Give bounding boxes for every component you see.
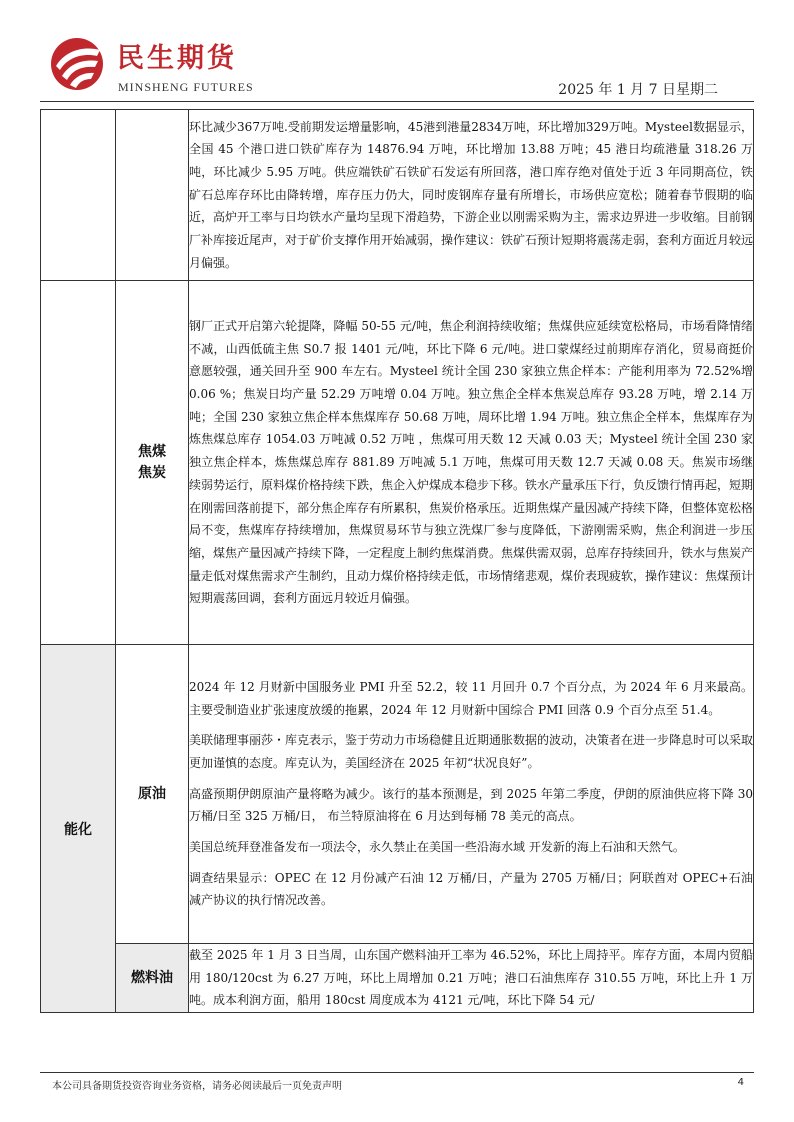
sector-label-energy-chem: 能化 (41, 645, 116, 1013)
page-number: 4 (737, 1077, 744, 1088)
page-header (0, 0, 794, 105)
sector-cell-blank-2 (41, 281, 116, 645)
commodity-label-fuel-oil: 燃料油 (116, 944, 189, 1013)
coking-commentary (189, 281, 754, 645)
table-row-iron-ore (41, 110, 754, 281)
footer-disclaimer: 本公司具备期货投资咨询业务资格，请务必阅读最后一页免责声明 (52, 1081, 342, 1092)
table-row-fuel-oil (41, 944, 754, 1013)
fuel-oil-commentary (189, 944, 754, 1013)
footer-divider (40, 1072, 754, 1073)
coking-text: 钢厂正式开启第六轮提降，降幅 50-55 元/吨，焦企利润持续收缩；焦煤供应延续宽松格局，市场看降情绪不减，山西低硫主焦 S0.7 报 1401 元/吨，环比下降 6 元/吨。进口蒙煤经过前期库存消化，贸易商挺价意愿较强，通关回升至 900 车左右。Mysteel 统计全国 230 家独立焦企样本：产能利用率为 72.52%增 0.06 %；焦炭日均产量 52.29 万吨增 0.04 万吨。独立焦企全样本焦炭总库存 93.28 万吨，增 2.14 万吨；全国 230 家独立焦企样本焦煤库存 50.68 万吨，周环比增 1.94 万吨。独立焦企全样本，焦煤库存为炼焦煤总库存 1054.03 万吨减 0.52 万吨 ，焦煤可用天数 12 天减 0.03 天；Mysteel 统计全国 230 家独立焦企样本，炼焦煤总库存 881.89 万吨减 5.1 万吨，焦煤可用天数 12.7 天减 0.08 天。焦炭市场继续弱势运行，原料煤价格持续下跌，焦企入炉煤成本稳步下移。铁水产量承压下行，负反馈行情再起，短期在刚需回落前提下，部分焦企库存有所累积，焦炭价格承压。近期焦煤产量因减产持续下降，但整体宽松格局不变，焦煤库存持续增加，焦煤贸易环节与独立洗煤厂参与度降低，下游刚需采购，焦企利润进一步压缩，煤焦产量因减产持续下降，一定程度上制约焦煤消费。焦煤供需双弱，总库存持续回升，铁水与焦炭产量走低对煤焦需求产生制约，且动力煤价格持续走低，市场情绪悲观，煤价表现疲软，操作建议：焦煤预计短期震荡回调，套利方面远月较近月偏强。 (189, 318, 754, 606)
crude-paragraph: 美国总统拜登准备发布一项法令，永久禁止在美国一些沿海水域 开发新的海上石油和天然气。 (189, 840, 685, 855)
crude-paragraph: 2024 年 12 月财新中国服务业 PMI 升至 52.2，较 11 月回升 0.7 个百分点，为 2024 年 6 月来最高。主要受制造业扩张速度放缓的拖累，2024 年 12 月财新中国综合 PMI 回落 0.9 个百分点至 51.4。 (189, 679, 753, 717)
label-coke: 焦炭 (138, 464, 166, 481)
iron-ore-commentary (189, 110, 754, 281)
commodity-label-coking (116, 281, 189, 645)
brand-name: 民生期货 (117, 43, 237, 74)
table-row-coking (41, 281, 754, 645)
report-date: 2025 年 1 月 7 日星期二 (558, 82, 718, 98)
label-coking-coal: 焦煤 (138, 443, 166, 460)
sector-cell-blank (41, 110, 116, 281)
header-divider (40, 101, 754, 102)
commodity-table (40, 109, 754, 1013)
minsheng-logo-icon (50, 36, 104, 92)
crude-commentary (189, 645, 754, 944)
brand-name-en: MINSHENG FUTURES (118, 80, 254, 94)
table-row-crude (41, 645, 754, 944)
commodity-cell-blank (116, 110, 189, 281)
fuel-oil-text: 截至 2025 年 1 月 3 日当周，山东国产燃料油开工率为 46.52%，环比上周持平。库存方面，本周内贸船用 180/120cst 为 6.27 万吨，环比上周增加 0.21 万吨；港口石油焦库存 310.55 万吨，环比上升 1 万吨。成本利润方面，船用 180cst 周度成本为 4121 元/吨，环比下降 54 元/ (189, 948, 753, 1008)
iron-ore-text: 环比减少367万吨.受前期发运增量影响，45港到港量2834万吨，环比增加329万吨。Mysteel数据显示，全国 45 个港口进口铁矿库存为 14876.94 万吨，环比增加 13.88 万吨；45 港日均疏港量 318.26 万吨，环比减少 5.95 万吨。供应端铁矿石铁矿石发运有所回落，港口库存绝对值处于近 3 年同期高位，铁矿石总库存环比由降转增，库存压力仍大，同时废钢库存量有所增长，市场供应宽松；随着春节假期的临近，高炉开工率与日均铁水产量均呈现下滑趋势，下游企业以刚需采购为主，需求边界进一步收缩。目前钢厂补库接近尾声，对于矿价支撑作用开始减弱，操作建议：铁矿石预计短期将震荡走弱，套利方面近月较远月偏强。 (189, 119, 754, 270)
crude-paragraph: 美联储理事丽莎・库克表示，鉴于劳动力市场稳健且近期通胀数据的波动，决策者在进一步降息时可以采取更加谨慎的态度。库克认为，美国经济在 2025 年初“状况良好”。 (189, 733, 754, 770)
crude-paragraph: 高盛预期伊朗原油产量将略为减少。该行的基本预测是，到 2025 年第二季度，伊朗的原油供应将下降 30 万桶/日至 325 万桶/日， 布兰特原油将在 6 月达到每桶 78 美元的高点。 (189, 786, 753, 824)
crude-paragraph: 调查结果显示：OPEC 在 12 月份减产石油 12 万桶/日，产量为 2705 万桶/日；阿联酋对 OPEC+石油减产协议的执行情况改善。 (189, 870, 753, 908)
commodity-label-crude: 原油 (116, 645, 189, 944)
